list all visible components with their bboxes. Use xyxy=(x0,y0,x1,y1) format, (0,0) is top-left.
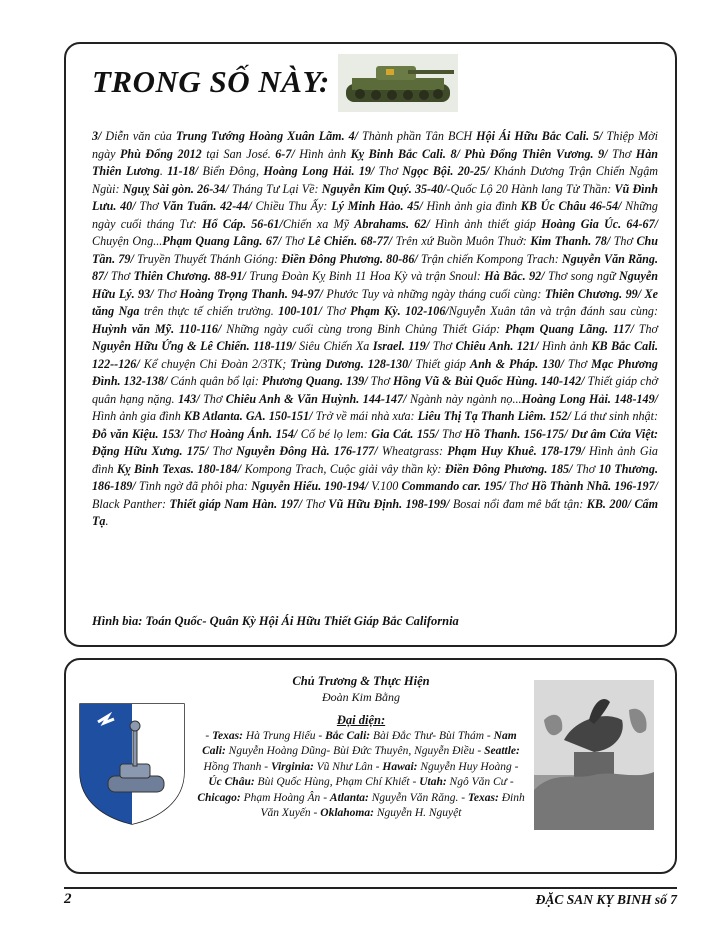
toc-page-ref: . 40/ xyxy=(113,199,136,213)
toc-author: Commando car xyxy=(401,479,478,493)
credits-editor: Đoàn Kim Bằng xyxy=(322,689,400,704)
toc-text: Hình ảnh gia đình xyxy=(92,409,184,423)
credits-panel xyxy=(64,658,677,874)
toc-author: Phạm Huy Khuê xyxy=(447,444,534,458)
toc-text: Thiệp Mời ngày xyxy=(92,129,658,161)
page-number: 2 xyxy=(64,891,72,907)
toc-text: Khánh Dương Trận Chiến Ngậm Ngùi: xyxy=(92,164,658,196)
toc-author: Nguyễn Hữu Ứng & Lê Chiến xyxy=(92,339,247,353)
toc-page-ref: 11-18/ xyxy=(167,164,199,178)
toc-author: Nguyễn Hữu Lý xyxy=(92,269,658,301)
toc-page-ref: . 180-184/ xyxy=(190,461,242,476)
toc-text: Tình ngờ đã phôi pha: xyxy=(135,479,252,493)
toc-text: Thơ xyxy=(321,304,351,318)
toc-page-ref: . 56-61/ xyxy=(242,216,283,231)
toc-author: Đỗ văn Kiệu xyxy=(92,426,156,441)
toc-text: Thơ xyxy=(208,444,237,458)
toc-text: Tháng Tư Lại Về: xyxy=(228,181,322,196)
toc-text: Cố bé lọ lem: xyxy=(297,426,372,441)
toc-page-ref: 100-101/ xyxy=(278,304,322,318)
toc-author: Điền Đông Phương xyxy=(281,251,380,266)
toc-author: Hoàng Trọng Thanh xyxy=(179,286,285,301)
toc-author: Phương Quang xyxy=(262,374,340,388)
toc-text: Hình ảnh gia đình xyxy=(422,199,521,213)
toc-page-ref: . 26-34/ xyxy=(190,181,229,196)
toc-page-ref: . 196-197/ xyxy=(608,479,658,493)
toc-text: Hình ảnh thiết giáp xyxy=(429,216,542,231)
toc-author: KB Úc Châu xyxy=(520,199,587,213)
rep-region: Oklahoma: xyxy=(320,807,374,819)
toc-page-ref: . 9/ xyxy=(590,146,608,161)
toc-page-ref: . 139/ xyxy=(339,374,368,388)
credits-heading: Chủ Trương & Thực Hiện xyxy=(292,674,430,688)
toc-author: Nguyễn Đông Hà xyxy=(236,444,327,458)
toc-page-ref: . 118-119/ xyxy=(246,339,296,353)
toc-page-ref: 46-54/ xyxy=(586,199,622,213)
toc-page-ref: . 110-116/ xyxy=(171,321,222,336)
toc-author: Chu Tần xyxy=(92,234,658,266)
toc-author: Nguyễn Văn Răng xyxy=(561,251,655,266)
toc-text: Chuyện Ong... xyxy=(92,234,163,248)
rep-region: Virginia: xyxy=(270,760,314,773)
toc-author: Mạc Phương Đình xyxy=(92,356,658,388)
toc-text: trên thực tế chiến trường. xyxy=(139,304,279,318)
rep-names: Phạm Hoàng Ân xyxy=(240,791,321,804)
toc-text: Lá thư sinh nhật: xyxy=(570,409,658,423)
toc-page-ref: . 94-97/ xyxy=(284,286,323,301)
rep-region: Nam Cali: xyxy=(202,729,517,757)
table-of-contents xyxy=(92,128,658,531)
toc-author: Xe tăng Nga xyxy=(92,286,658,318)
toc-page-ref: 3/ xyxy=(92,129,102,143)
rep-region: Bắc Cali: xyxy=(325,729,371,742)
toc-page-ref: . 4/ xyxy=(341,129,359,143)
toc-page-ref: . 198-199/ xyxy=(399,496,450,511)
representatives-heading: Đại diện: xyxy=(336,713,386,727)
rep-region: Texas: xyxy=(212,729,243,742)
toc-page-ref: . 128-130/ xyxy=(360,356,412,371)
toc-author: Cẩm Tạ xyxy=(92,496,658,528)
toc-author: Phù Đổng 2012 xyxy=(120,146,202,161)
toc-text: Thơ xyxy=(183,426,210,441)
toc-page-ref: . 144-147/ xyxy=(356,391,407,406)
toc-text: Thơ xyxy=(135,199,163,213)
toc-text: Siêu Chiến Xa xyxy=(295,339,373,353)
toc-author: Huỳnh văn Mỹ xyxy=(92,321,172,336)
toc-text: Thiết giáp xyxy=(411,356,470,371)
toc-page-ref: . 67/ xyxy=(259,234,282,248)
toc-page-ref: . 200/ xyxy=(602,496,631,511)
toc-text: Thơ xyxy=(505,479,532,493)
toc-author: Nguyễn Kim Quý xyxy=(321,181,409,196)
toc-author: Phạm Quang Lãng xyxy=(162,234,260,248)
toc-page-ref: . 8/ xyxy=(442,146,460,161)
toc-page-ref: . 122--126/ xyxy=(92,339,658,371)
toc-text: Trên xứ Buồn Muôn Thuở: xyxy=(392,234,531,248)
toc-text: Thơ xyxy=(153,286,180,301)
toc-author: Hà Bắc xyxy=(484,269,523,283)
toc-text: Kompong Trach, Cuộc giải vây thần kỳ: xyxy=(241,461,445,476)
toc-text: Thơ xyxy=(610,234,637,248)
toc-author: Trùng Dương xyxy=(290,356,361,371)
toc-author: Trung Tướng Hoàng Xuân Lãm xyxy=(175,129,342,143)
footer-rule xyxy=(64,887,677,889)
toc-text: Thơ xyxy=(438,426,465,441)
toc-author: Gia Cát xyxy=(371,426,411,441)
toc-page-ref: . 68-77/ xyxy=(354,234,393,248)
toc-page-ref: . 87/ xyxy=(92,251,658,283)
toc-author: Anh & Pháp xyxy=(470,356,536,371)
toc-text: Cánh quân bổ lại: xyxy=(167,374,262,388)
toc-text: Black Panther: xyxy=(92,496,170,511)
toc-text: Hình ảnh xyxy=(294,146,351,161)
toc-text: Những ngày cuối tháng Tư: xyxy=(92,199,658,231)
toc-page-ref: . 185/ xyxy=(544,461,573,476)
toc-page-ref: . 150-151/ xyxy=(262,409,313,423)
toc-page-ref: . 178-179/ xyxy=(533,444,585,458)
toc-page-ref: . 79/ xyxy=(112,251,134,266)
toc-page-ref: . 64-67/ xyxy=(618,216,658,231)
toc-page-ref: . 117/ xyxy=(605,321,634,336)
rep-names: Nguyễn Hoàng Dũng- Bùi Đức Thuyên, Nguyễn Điều xyxy=(225,745,475,757)
toc-page-ref: . 88-91/ xyxy=(207,269,246,283)
toc-author: Israel xyxy=(372,339,402,353)
toc-author: Vũ Hữu Định xyxy=(328,496,400,511)
toc-text: Thơ xyxy=(199,391,226,406)
toc-text: -Quốc Lộ 20 Hành lang Tử Thần: xyxy=(446,181,615,196)
toc-text: Thơ xyxy=(429,339,456,353)
toc-page-ref: . 186-189/ xyxy=(92,461,658,493)
toc-text: Nguyễn Xuân tân và trận đánh sau cùng: xyxy=(448,304,659,318)
toc-author: Thiên Chương xyxy=(544,286,620,301)
toc-page-ref: . 148-149/ xyxy=(607,391,659,406)
toc-text: Hình ảnh xyxy=(538,339,592,353)
rep-region: Seattle: xyxy=(484,745,520,757)
toc-author: Hồ Thanh xyxy=(464,426,518,441)
rep-names: Hà Trung Hiếu xyxy=(242,729,316,742)
toc-text: Biển Đông, xyxy=(198,164,264,178)
toc-page-ref: . 121/ xyxy=(510,339,539,353)
toc-page-ref: . 130/ xyxy=(535,356,564,371)
representatives-list: - Texas: Hà Trung Hiếu - Bắc Cali: Bài Đắc Thư- Bùi Thám - Nam Cali: Nguyễn Hoàng Dũng- Bùi Đức Thuyên, Nguyễn Điều - Seattle: Hồng Thanh - Virginia: Vũ Như Lân - Hawai: Nguyễn Huy Hoàng - Úc Châu: Bùi Quốc Hùng, Phạm Chí Khiết - Utah: Ngô Văn Cư - Chicago: Phạm Hoàng Ân - Atlanta: Nguyễn Văn Răng. - Texas: Đinh Văn Xuyến - Oklahoma: Nguyễn H. Nguyệt xyxy=(197,729,525,819)
toc-text: Chiến xa Mỹ xyxy=(282,216,355,231)
rep-names: Nguyễn H. Nguyệt xyxy=(373,807,462,819)
toc-author: Hoàng Gia Úc xyxy=(541,216,619,231)
toc-text: Thiết giáp chở quân hạng nặng. xyxy=(92,374,658,406)
page-title: TRONG SỐ NÀY: xyxy=(92,64,330,99)
toc-page-ref: . 93/ xyxy=(131,286,154,301)
rep-names: Nguyễn Văn Răng. xyxy=(368,791,459,804)
toc-page-ref: . 35-40/ xyxy=(408,181,447,196)
toc-author: Chiêu Anh xyxy=(455,339,511,353)
toc-text: Trở về mái nhà xưa: xyxy=(312,409,418,423)
toc-text: Trận chiến Kompong Trach: xyxy=(417,251,562,266)
toc-author: Nguỵ Sài gòn xyxy=(122,181,191,196)
toc-author: Nguyễn Hiếu xyxy=(251,479,319,493)
toc-page-ref: . 197/ xyxy=(274,496,303,511)
toc-page-ref: . 92/ xyxy=(522,269,545,283)
toc-page-ref: . 99/ xyxy=(619,286,642,301)
toc-page-ref: . 62/ xyxy=(406,216,430,231)
toc-author: KB xyxy=(586,496,603,511)
toc-page-ref: . 45/ xyxy=(400,199,423,213)
toc-author: Hoàng Long Hải xyxy=(521,391,608,406)
toc-page-ref: . 20-25/ xyxy=(450,164,490,178)
toc-page-ref: . 5/ xyxy=(586,129,603,143)
toc-page-ref: . 102-106/ xyxy=(397,304,449,318)
toc-page-ref: 143/ xyxy=(178,391,200,406)
toc-text: Ngành này ngành nọ... xyxy=(406,391,522,406)
tank-image xyxy=(338,54,458,112)
toc-author: Kỵ Binh Bắc Cali xyxy=(350,146,443,161)
toc-page-ref: . 175/ xyxy=(179,444,209,458)
rep-region: Úc Châu: xyxy=(208,776,255,788)
rep-names: Đinh Văn Xuyến xyxy=(260,791,525,819)
toc-author: KB Bắc Cali xyxy=(591,339,655,353)
toc-author: Thiên Chương xyxy=(133,269,208,283)
toc-author: Hoàng Long Hải xyxy=(263,164,352,178)
rep-names: Ngô Văn Cư xyxy=(446,776,507,788)
rep-names: Nguyễn Huy Hoàng xyxy=(417,760,512,773)
toc-author: Phù Đổng Thiên Vương xyxy=(464,146,591,161)
toc-text: . xyxy=(105,514,109,528)
toc-author: Kỵ Binh Texas xyxy=(117,461,191,476)
toc-author: Dư âm Cửa Việt: Đặng Hữu Xưng xyxy=(92,426,658,458)
toc-page-ref: . 195/ xyxy=(477,479,506,493)
toc-author: Hội Ái Hữu Bắc Cali xyxy=(476,129,587,143)
toc-author: Hồng Vũ & Bùi Quốc Hùng xyxy=(392,374,535,388)
toc-text: Thơ xyxy=(281,234,308,248)
toc-page-ref: 6-7/ xyxy=(275,146,295,161)
toc-author: Điền Đông Phương xyxy=(444,461,545,476)
toc-author: Vũ Đình Lưu xyxy=(92,181,658,213)
toc-text: Diễn văn của xyxy=(101,129,176,143)
credits xyxy=(196,674,526,822)
contents-panel xyxy=(64,42,677,647)
toc-page-ref: . 190-194/ xyxy=(318,479,369,493)
toc-page-ref: . 19/ xyxy=(351,164,375,178)
toc-author: Liêu Thị Tạ Thanh Liêm xyxy=(417,409,544,423)
cover-caption: Hình bìa: Toán Quốc- Quân Kỳ Hội Ái Hữu Thiết Giáp Bắc California xyxy=(92,614,459,628)
toc-author: Lê Chiến xyxy=(307,234,355,248)
toc-text: Kể chuyện Chi Đoàn 2/3TK; xyxy=(139,356,291,371)
toc-text: Thơ xyxy=(607,146,636,161)
toc-author: Thiết giáp Nam Hàn xyxy=(169,496,275,511)
toc-text: Thơ xyxy=(367,374,393,388)
toc-author: Hàn Thiên Lương xyxy=(92,146,658,178)
toc-text: Thơ xyxy=(563,356,592,371)
toc-author: Phạm Quang Lãng xyxy=(505,321,606,336)
rep-region: Hawai: xyxy=(382,760,418,773)
toc-author: Ngọc Bội xyxy=(402,164,451,178)
toc-text: Trung Đoàn Kỵ Binh 11 Hoa Kỳ và trận Snoul: xyxy=(245,269,485,283)
toc-text: Thơ xyxy=(374,164,403,178)
toc-author: Abrahams xyxy=(354,216,407,231)
toc-author: Phạm Kỳ xyxy=(350,304,398,318)
toc-page-ref: . 140-142/ xyxy=(534,374,585,388)
toc-page-ref: . 119/ xyxy=(401,339,430,353)
toc-text: Hình ảnh Gia đình xyxy=(92,444,658,476)
toc-text: Thơ xyxy=(107,269,134,283)
toc-page-ref: . 154/ xyxy=(269,426,298,441)
rep-names: Vũ Như Lân xyxy=(313,760,373,773)
toc-text: Thơ xyxy=(302,496,329,511)
toc-text: . xyxy=(159,164,168,178)
toc-author: Lý Minh Hảo xyxy=(331,199,401,213)
toc-author: Hổ Cáp xyxy=(202,216,243,231)
toc-text: V.100 xyxy=(368,479,402,493)
toc-page-ref: . 132-138/ xyxy=(117,374,168,388)
toc-text: Thơ song ngữ xyxy=(544,269,620,283)
statue-photo xyxy=(534,680,654,830)
rep-names: Bài Đắc Thư- Bùi Thám xyxy=(370,729,485,742)
toc-page-ref: . 152/ xyxy=(543,409,571,423)
toc-text: Thơ xyxy=(572,461,599,476)
toc-page-ref: . 153/ xyxy=(155,426,184,441)
armor-emblem xyxy=(78,702,186,826)
toc-author: Chiêu Anh & Văn Huỳnh xyxy=(225,391,357,406)
toc-author: Hoàng Ánh xyxy=(209,426,270,441)
rep-region: Chicago: xyxy=(197,791,241,804)
toc-page-ref: . 78/ xyxy=(588,234,611,248)
rep-names: Bùi Quốc Hùng, Phạm Chí Khiết xyxy=(254,776,410,788)
toc-text: Thơ xyxy=(633,321,658,336)
toc-author: Hồ Thành Nhã xyxy=(531,479,609,493)
toc-text: Chiều Thu Ấy: xyxy=(251,199,332,213)
toc-author: Kim Thanh xyxy=(530,234,589,248)
toc-page-ref: . 42-44/ xyxy=(213,199,252,213)
toc-text: Những ngày cuối cùng trong Binh Chủng Thiết Giáp: xyxy=(221,321,506,336)
rep-region: Atlanta: xyxy=(329,791,369,804)
rep-names: Hồng Thanh xyxy=(203,760,262,773)
toc-page-ref: . 80-86/ xyxy=(380,251,418,266)
toc-text: tại San José. xyxy=(201,146,276,161)
rep-region: Utah: xyxy=(419,776,447,788)
publication-title: ĐẶC SAN KỴ BINH số 7 xyxy=(535,892,677,907)
toc-text: Truyền Thuyết Thánh Gióng: xyxy=(133,251,282,266)
toc-page-ref: . 176-177/ xyxy=(326,444,378,458)
toc-page-ref: . 155/ xyxy=(410,426,439,441)
toc-author: 10 Thương xyxy=(598,461,655,476)
toc-text: Phước Tuy và những ngày tháng cuối cùng: xyxy=(322,286,545,301)
toc-author: KB Atlanta. GA xyxy=(183,409,263,423)
rep-region: Texas: xyxy=(467,791,499,804)
toc-page-ref: . 156-175/ xyxy=(517,426,568,441)
toc-text: Bosai nổi đam mê bất tận: xyxy=(449,496,587,511)
toc-author: Văn Tuấn xyxy=(162,199,214,213)
toc-text: Wheatgrass: xyxy=(377,444,448,458)
toc-text: Thành phần Tân BCH xyxy=(358,129,477,143)
